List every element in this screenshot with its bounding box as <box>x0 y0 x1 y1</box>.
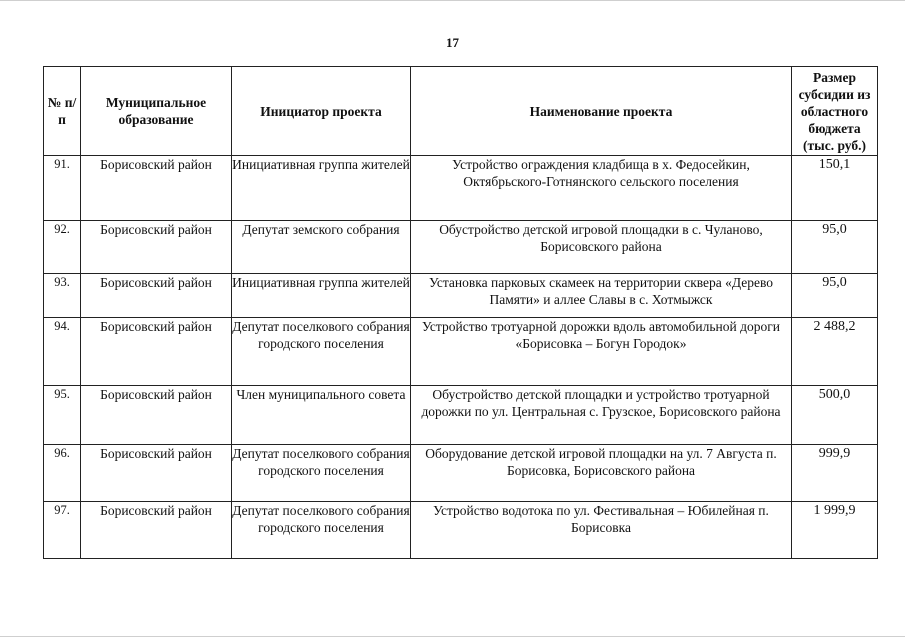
cell-project: Установка парковых скамеек на территории сквера «Дерево Памяти» и аллее Славы в с. Хотмыжск <box>411 274 792 318</box>
header-num: № п/п <box>44 67 81 156</box>
subsidy-table <box>43 66 878 559</box>
cell-initiator: Депутат поселкового собрания городского поселения <box>232 445 411 502</box>
cell-project: Устройство водотока по ул. Фестивальная – Юбилейная п. Борисовка <box>411 502 792 559</box>
cell-municipality: Борисовский район <box>81 274 232 318</box>
cell-num: 94. <box>44 318 81 386</box>
cell-initiator: Инициативная группа жителей <box>232 274 411 318</box>
table-row <box>44 318 878 386</box>
cell-num: 92. <box>44 221 81 274</box>
cell-amount: 2 488,2 <box>792 318 878 386</box>
cell-project: Обустройство детской игровой площадки в с. Чуланово, Борисовского района <box>411 221 792 274</box>
table-row <box>44 274 878 318</box>
header-initiator: Инициатор проекта <box>232 67 411 156</box>
cell-num: 91. <box>44 156 81 221</box>
cell-amount: 999,9 <box>792 445 878 502</box>
header-municipality: Муниципальное образование <box>81 67 232 156</box>
cell-initiator: Инициативная группа жителей <box>232 156 411 221</box>
cell-municipality: Борисовский район <box>81 156 232 221</box>
cell-project: Устройство ограждения кладбища в х. Федосейкин, Октябрьского-Готнянского сельского поселения <box>411 156 792 221</box>
cell-num: 96. <box>44 445 81 502</box>
table-row <box>44 502 878 559</box>
cell-amount: 500,0 <box>792 386 878 445</box>
cell-amount: 95,0 <box>792 274 878 318</box>
cell-amount: 1 999,9 <box>792 502 878 559</box>
cell-initiator: Член муниципального совета <box>232 386 411 445</box>
header-project: Наименование проекта <box>411 67 792 156</box>
cell-initiator: Депутат земского собрания <box>232 221 411 274</box>
cell-amount: 150,1 <box>792 156 878 221</box>
cell-initiator: Депутат поселкового собрания городского поселения <box>232 502 411 559</box>
cell-municipality: Борисовский район <box>81 502 232 559</box>
table-row <box>44 221 878 274</box>
cell-project: Оборудование детской игровой площадки на ул. 7 Августа п. Борисовка, Борисовского района <box>411 445 792 502</box>
scan-edge-bottom <box>0 636 905 637</box>
table-row <box>44 156 878 221</box>
cell-municipality: Борисовский район <box>81 221 232 274</box>
cell-municipality: Борисовский район <box>81 318 232 386</box>
cell-initiator: Депутат поселкового собрания городского поселения <box>232 318 411 386</box>
page-number: 17 <box>446 35 459 50</box>
cell-amount: 95,0 <box>792 221 878 274</box>
cell-num: 97. <box>44 502 81 559</box>
table-header-row <box>44 67 878 156</box>
cell-num: 95. <box>44 386 81 445</box>
cell-project: Устройство тротуарной дорожки вдоль автомобильной дороги «Борисовка – Богун Городок» <box>411 318 792 386</box>
cell-num: 93. <box>44 274 81 318</box>
scan-edge-top <box>0 0 905 1</box>
cell-municipality: Борисовский район <box>81 386 232 445</box>
table-row <box>44 445 878 502</box>
cell-municipality: Борисовский район <box>81 445 232 502</box>
header-amount: Размер субсидии из областного бюджета (тыс. руб.) <box>792 67 878 156</box>
cell-project: Обустройство детской площадки и устройство тротуарной дорожки по ул. Центральная с. Грузское, Борисовского района <box>411 386 792 445</box>
table-row <box>44 386 878 445</box>
